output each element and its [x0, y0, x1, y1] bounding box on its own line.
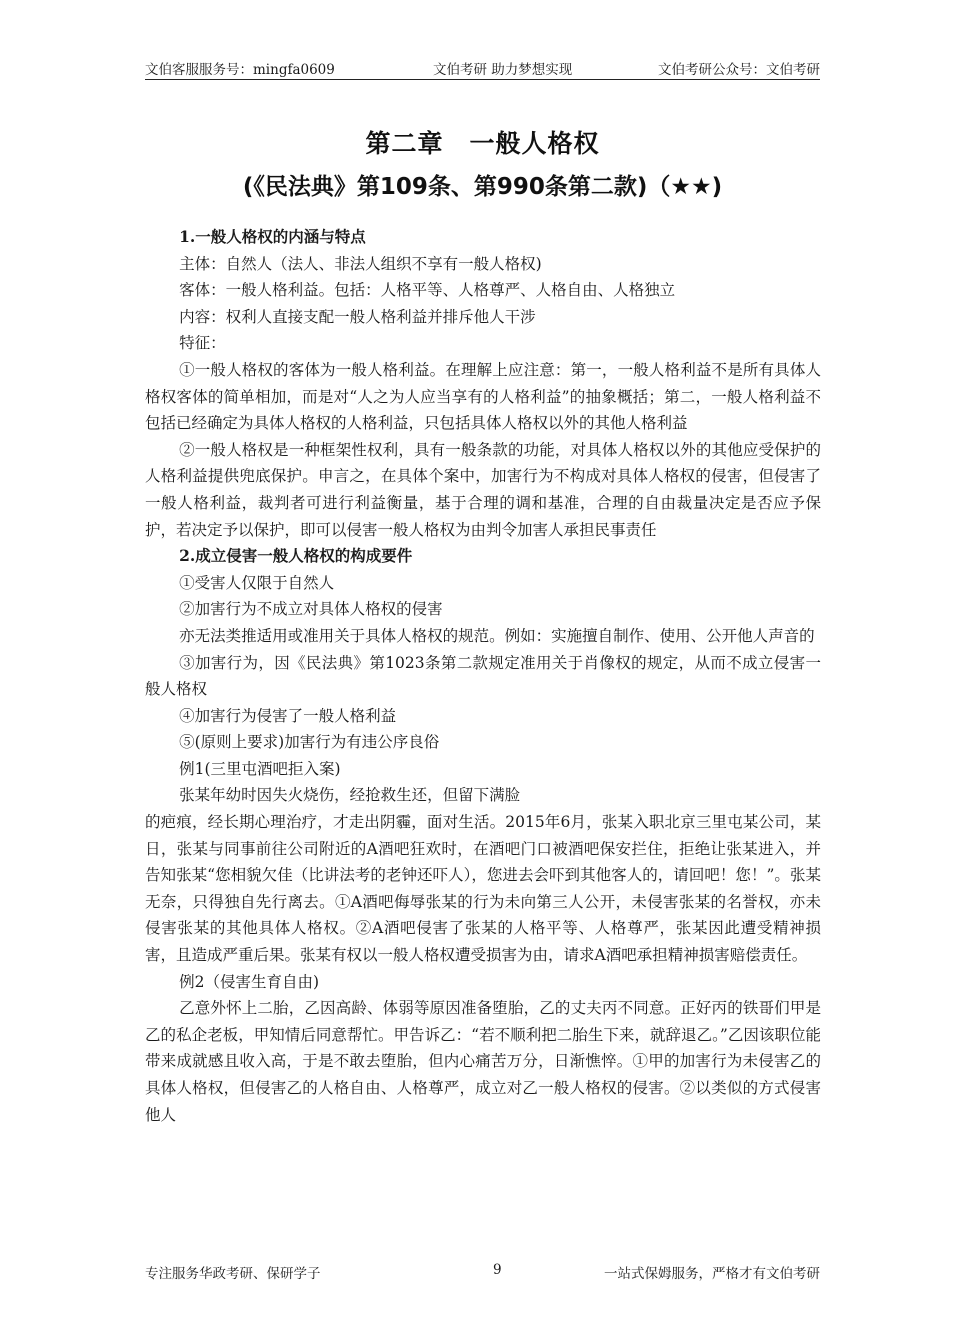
- section-heading-2: 2.成立侵害一般人格权的构成要件: [179, 546, 413, 566]
- paragraph-object: 客体：一般人格利益。包括：人格平等、人格尊严、人格自由、人格独立: [179, 281, 676, 300]
- page-footer: [145, 1262, 820, 1282]
- paragraph-element-3: ③加害行为，因《民法典》第1023条第二款规定准用关于肖像权的规定，从而不成立侵害一般人格权: [145, 653, 821, 699]
- chapter-title: 第二章 一般人格权: [365, 129, 600, 158]
- paragraph-element-2-note: 亦无法类推适用或准用关于具体人格权的规范。例如：实施擅自制作、使用、公开他人声音的: [179, 626, 815, 645]
- section-heading-1: 1.一般人格权的内涵与特点: [179, 227, 366, 246]
- footer-left-text: 专注服务华政考研、保研学子: [145, 1266, 321, 1282]
- page-header: [145, 55, 820, 80]
- paragraph-element-5: ⑤(原则上要求)加害行为有违公序良俗: [179, 733, 440, 752]
- chapter-subtitle: (《民法典》第109条、第990条第二款)（★★): [242, 174, 723, 200]
- header-right-text: 文伯考研公众号：文伯考研: [658, 62, 820, 78]
- example-1-title: 例1(三里屯酒吧拒入案): [179, 759, 341, 778]
- header-left-text: 文伯客服服务号：mingfa0609: [145, 62, 335, 78]
- paragraph-features-label: 特征：: [179, 334, 226, 353]
- paragraph-feature-1: ①一般人格权的客体为一般人格利益。在理解上应注意：第一，一般人格利益不是所有具体人格权客体的简单相加，而是对“人之为人应当享有的人格利益”的抽象概括；第二，一般人格利益不包括已经确定为具体人格权的人格利益，只包括具体人格权以外的其他人格利益: [145, 360, 821, 433]
- paragraph-subject: 主体：自然人（法人、非法人组织不享有一般人格权): [179, 254, 542, 273]
- document-body: [145, 224, 821, 1128]
- example-2-body: 乙意外怀上二胎，乙因高龄、体弱等原因准备堕胎，乙的丈夫丙不同意。正好丙的铁哥们甲是乙的私企老板，甲知情后同意帮忙。甲告诉乙：“若不顺利把二胎生下来，就辞退乙。”乙因该职位能带来成就感且收入高，于是不敢去堕胎，但内心痛苦万分，日渐憔悴。①甲的加害行为未侵害乙的具体人格权，但侵害乙的人格自由、人格尊严，成立对乙一般人格权的侵害。②以类似的方式侵害他人: [145, 999, 821, 1124]
- paragraph-element-4: ④加害行为侵害了一般人格利益: [179, 706, 397, 725]
- example-2-title: 例2（侵害生育自由): [179, 972, 320, 991]
- example-1-intro: 张某年幼时因失火烧伤，经抢救生还，但留下满脸: [179, 786, 521, 805]
- paragraph-content: 内容：权利人直接支配一般人格利益并排斥他人干涉: [179, 307, 536, 326]
- paragraph-feature-2: ②一般人格权是一种框架性权利，具有一般条款的功能，对具体人格权以外的其他应受保护的人格利益提供兜底保护。申言之，在具体个案中，加害行为不构成对具体人格权的侵害，但侵害了一般人格利益，裁判者可进行利益衡量，基于合理的调和基准，合理的自由裁量决定是否应予保护，若决定予以保护，即可以侵害一般人格权为由判令加害人承担民事责任: [145, 440, 821, 539]
- header-center-text: 文伯考研 助力梦想实现: [433, 62, 573, 78]
- paragraph-element-2: ②加害行为不成立对具体人格权的侵害: [179, 600, 443, 619]
- page-number: 9: [493, 1262, 502, 1278]
- example-1-body: 的疤痕，经长期心理治疗，才走出阴霾，面对生活。2015年6月，张某入职北京三里屯某公司，某日，张某与同事前往公司附近的A酒吧狂欢时，在酒吧门口被酒吧保安拦住，拒绝让张某进入，并告知张某“您相貌欠佳（比讲法考的老钟还吓人），您进去会吓到其他客人的，请回吧！您！”。张某无奈，只得独自先行离去。①A酒吧侮辱张某的行为未向第三人公开，未侵害张某的名誉权，亦未侵害张某的其他具体人格权。②A酒吧侵害了张某的人格平等、人格尊严，张某因此遭受精神损害，且造成严重后果。张某有权以一般人格权遭受损害为由，请求A酒吧承担精神损害赔偿责任。: [145, 813, 821, 965]
- footer-right-text: 一站式保姆服务，严格才有文伯考研: [604, 1266, 820, 1282]
- paragraph-element-1: ①受害人仅限于自然人: [179, 573, 335, 592]
